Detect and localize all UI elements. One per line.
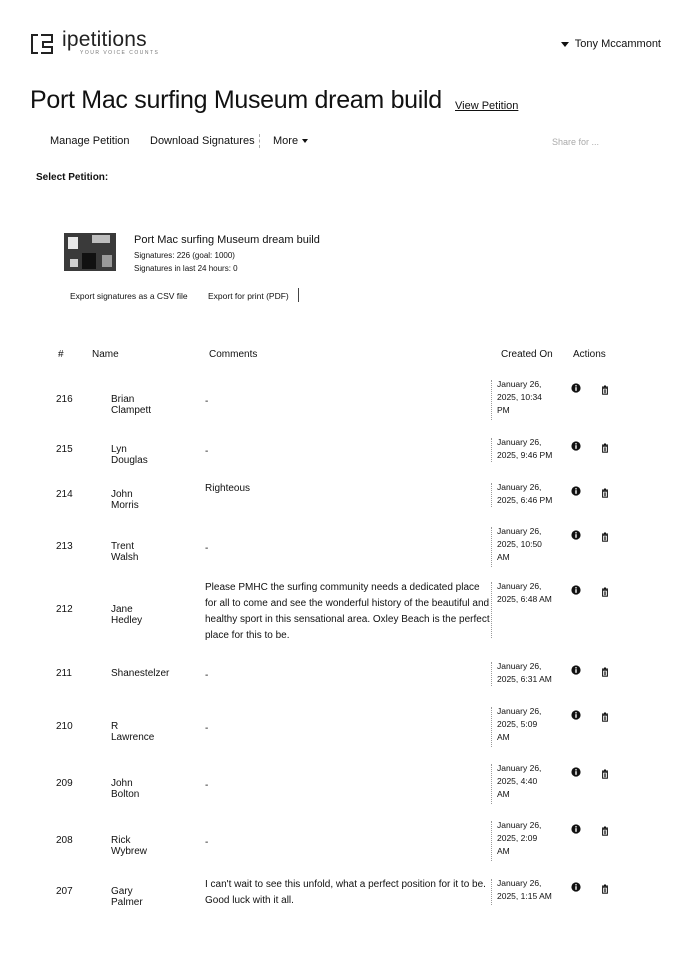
created-on-date	[497, 580, 569, 606]
created-on-line: 2025, 4:40	[497, 776, 538, 786]
row-number: 210	[56, 721, 73, 732]
created-on-line: 2025, 2:09	[497, 833, 538, 843]
created-on-line: January 26,	[497, 482, 542, 492]
signer-comment: Righteous	[205, 483, 251, 494]
created-on-line: 2025, 10:50	[497, 539, 542, 549]
column-divider	[491, 662, 492, 686]
column-divider	[491, 582, 492, 638]
created-on-line: 2025, 1:15 AM	[497, 891, 552, 901]
export-pdf-button[interactable]: Export for print (PDF)	[208, 291, 289, 301]
tab-more[interactable]	[273, 135, 308, 147]
signer-comment: -	[205, 837, 209, 848]
created-on-line: January 26,	[497, 661, 542, 671]
created-on-date	[497, 705, 569, 744]
signer-name: John Morris	[111, 489, 139, 511]
info-icon[interactable]	[571, 486, 581, 496]
created-on-date	[497, 762, 569, 801]
info-icon[interactable]	[571, 710, 581, 720]
signer-name: Lyn Douglas	[111, 444, 148, 466]
logo-text[interactable]: ipetitions	[62, 28, 147, 51]
ipetitions-logo-icon[interactable]	[30, 32, 56, 56]
row-number: 211	[56, 668, 72, 679]
created-on-line: 2025, 10:34	[497, 392, 542, 402]
info-icon[interactable]	[571, 882, 581, 892]
logo-tagline: YOUR VOICE COUNTS	[80, 50, 160, 56]
column-divider	[491, 821, 492, 861]
trash-icon[interactable]	[600, 385, 610, 395]
row-number: 209	[56, 778, 73, 789]
info-icon[interactable]	[571, 530, 581, 540]
trash-icon[interactable]	[600, 667, 610, 677]
signer-comment: -	[205, 670, 209, 681]
created-on-date	[497, 481, 569, 507]
column-divider	[491, 438, 492, 462]
signer-comment: I can't wait to see this unfold, what a perfect position for it to be. Good luck with it all.	[205, 879, 486, 906]
created-on-line: 2025, 6:48 AM	[497, 594, 552, 604]
trash-icon[interactable]	[600, 712, 610, 722]
created-on-line: January 26,	[497, 820, 542, 830]
signer-comment: Please PMHC the surfing community needs a dedicated place for all to come and see the wonderful history of the beautiful and healthy sport in this sensational area. Oxley Beach is the perfect place for this to be.	[205, 582, 490, 641]
page-title: Port Mac surfing Museum dream build	[30, 86, 442, 114]
signer-comment: -	[205, 780, 209, 791]
row-number: 212	[56, 604, 73, 615]
row-number: 215	[56, 444, 73, 455]
created-on-date	[497, 378, 569, 417]
info-icon[interactable]	[571, 383, 581, 393]
signature-count: Signatures: 226 (goal: 1000)	[134, 251, 235, 260]
created-on-line: 2025, 9:46 PM	[497, 450, 553, 460]
created-on-line: January 26,	[497, 379, 542, 389]
created-on-date	[497, 819, 569, 858]
trash-icon[interactable]	[600, 826, 610, 836]
trash-icon[interactable]	[600, 884, 610, 894]
trash-icon[interactable]	[600, 443, 610, 453]
column-header-comments: Comments	[209, 349, 258, 360]
created-on-date	[497, 877, 569, 903]
column-divider	[491, 764, 492, 804]
chevron-down-icon	[302, 139, 308, 143]
signer-name: Gary Palmer	[111, 886, 143, 908]
column-header-name: Name	[92, 349, 119, 360]
created-on-line: AM	[497, 789, 510, 799]
export-csv-button[interactable]: Export signatures as a CSV file	[70, 291, 188, 301]
select-petition-label: Select Petition:	[36, 172, 109, 183]
row-number: 208	[56, 835, 73, 846]
signer-comment: -	[205, 723, 209, 734]
trash-icon[interactable]	[600, 587, 610, 597]
signatures-last-24h: Signatures in last 24 hours: 0	[134, 264, 238, 273]
created-on-line: January 26,	[497, 763, 542, 773]
created-on-line: January 26,	[497, 581, 542, 591]
created-on-line: January 26,	[497, 706, 542, 716]
column-divider	[491, 707, 492, 747]
info-icon[interactable]	[571, 441, 581, 451]
created-on-line: AM	[497, 552, 510, 562]
row-number: 213	[56, 541, 73, 552]
column-divider	[491, 527, 492, 567]
info-icon[interactable]	[571, 665, 581, 675]
trash-icon[interactable]	[600, 532, 610, 542]
signer-comment: -	[205, 396, 209, 407]
signer-name: Brian Clampett	[111, 394, 152, 416]
created-on-line: 2025, 6:46 PM	[497, 495, 553, 505]
view-petition-link[interactable]: View Petition	[455, 100, 519, 112]
trash-icon[interactable]	[600, 769, 610, 779]
created-on-line: 2025, 6:31 AM	[497, 674, 552, 684]
row-number: 207	[56, 886, 73, 897]
signer-name: Shanestelzer	[111, 668, 170, 679]
created-on-line: PM	[497, 405, 510, 415]
column-divider	[491, 879, 492, 905]
created-on-date	[497, 436, 569, 462]
column-divider	[491, 483, 492, 507]
column-header-created-on: Created On	[501, 349, 553, 360]
tab-download-signatures[interactable]: Download Signatures	[150, 135, 255, 147]
tab-divider	[259, 134, 260, 148]
signer-name: Jane Hedley	[111, 604, 143, 626]
petition-thumbnail-image[interactable]	[62, 231, 118, 273]
user-name: Tony Mccammont	[574, 38, 661, 50]
signer-name: Trent Walsh	[111, 541, 139, 563]
petition-card-title[interactable]: Port Mac surfing Museum dream build	[134, 234, 320, 246]
column-header-actions: Actions	[573, 349, 606, 360]
share-link[interactable]: Share for ...	[552, 137, 600, 147]
created-on-line: AM	[497, 846, 510, 856]
tab-manage-petition[interactable]: Manage Petition	[50, 135, 130, 147]
info-icon[interactable]	[571, 585, 581, 595]
created-on-line: 2025, 5:09	[497, 719, 538, 729]
tab-more-label: More	[273, 135, 299, 147]
created-on-date	[497, 525, 569, 564]
created-on-line: January 26,	[497, 437, 542, 447]
row-number: 214	[56, 489, 73, 500]
trash-icon[interactable]	[600, 488, 610, 498]
caret-down-icon	[561, 42, 569, 47]
created-on-line: January 26,	[497, 526, 542, 536]
export-divider	[298, 288, 299, 302]
info-icon[interactable]	[571, 824, 581, 834]
signer-comment: -	[205, 446, 209, 457]
signer-comment: -	[205, 543, 209, 554]
row-number: 216	[56, 394, 73, 405]
created-on-date	[497, 660, 569, 686]
column-header-number: #	[58, 349, 64, 360]
column-divider	[491, 380, 492, 420]
signer-name: R Lawrence	[111, 721, 155, 743]
info-icon[interactable]	[571, 767, 581, 777]
created-on-line: AM	[497, 732, 510, 742]
created-on-line: January 26,	[497, 878, 542, 888]
signer-name: Rick Wybrew	[111, 835, 148, 857]
signer-name: John Bolton	[111, 778, 140, 800]
user-menu[interactable]	[561, 38, 661, 50]
